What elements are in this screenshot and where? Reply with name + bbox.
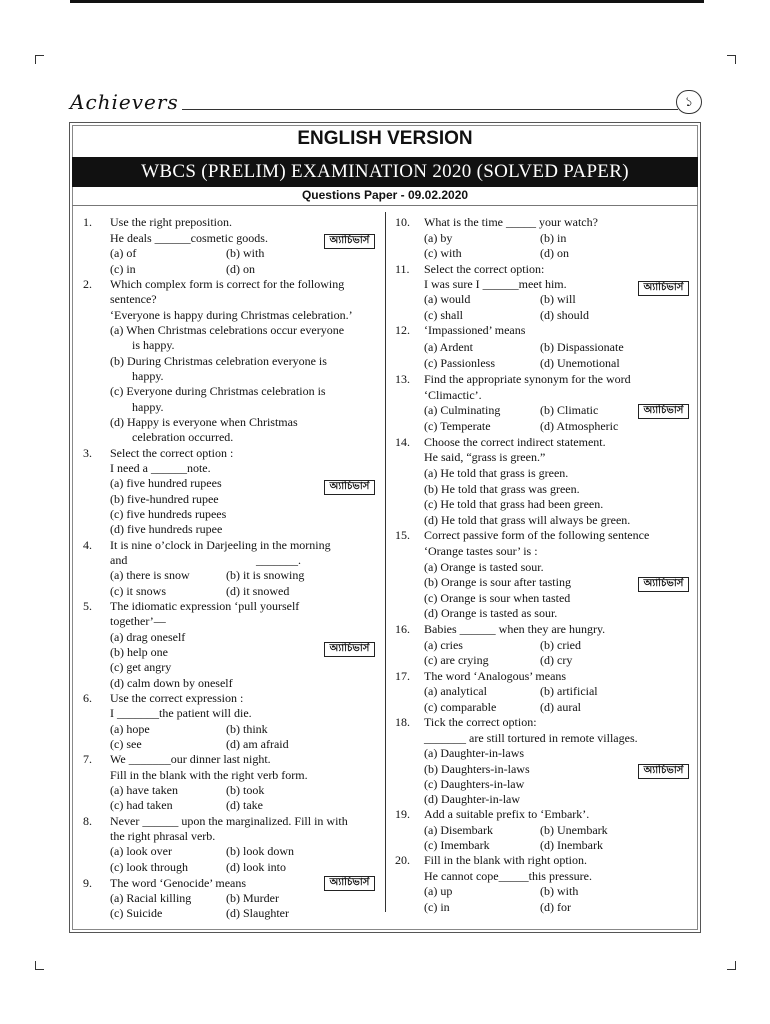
- column-divider: [385, 212, 386, 912]
- question-text: Use the right preposition.: [110, 215, 232, 229]
- option-text: (b) will: [540, 292, 576, 306]
- option-text: (b) five-hundred rupee: [110, 492, 219, 506]
- option-text: (c) Temperate: [424, 419, 491, 433]
- question-text: He cannot cope_____this pressure.: [424, 869, 592, 883]
- question-text: sentence?: [110, 292, 157, 306]
- option-text: (d) should: [540, 308, 589, 322]
- option-text: (a) When Christmas celebrations occur everyone: [110, 323, 345, 337]
- question-number: 15.: [395, 528, 410, 542]
- crop-mark: [727, 55, 736, 64]
- option-text: (c) it snows: [110, 584, 166, 598]
- option-text: happy.: [132, 369, 164, 383]
- option-text: (c) Suicide: [110, 906, 163, 920]
- question-text: ‘Impassioned’ means: [424, 323, 526, 337]
- question-text: Add a suitable prefix to ‘Embark’.: [424, 807, 590, 821]
- option-text: (d) Unemotional: [540, 356, 620, 370]
- question-number: 2.: [83, 277, 92, 291]
- option-text: (a) Culminating: [424, 403, 501, 417]
- option-text: (b) Orange is sour after tasting: [424, 575, 571, 589]
- option-text: (b) look down: [226, 844, 294, 858]
- option-text: (b) Daughters-in-laws: [424, 762, 530, 776]
- option-text: (d) take: [226, 798, 263, 812]
- question-number: 11.: [395, 262, 410, 276]
- option-text: (d) Orange is tasted as sour.: [424, 606, 558, 620]
- option-text: (c) had taken: [110, 798, 173, 812]
- option-text: (b) Unembark: [540, 823, 608, 837]
- option-text: happy.: [132, 400, 164, 414]
- option-text: (a) analytical: [424, 684, 487, 698]
- exam-title-band: WBCS (PRELIM) EXAMINATION 2020 (SOLVED PAPER): [72, 157, 698, 187]
- question-text: Which complex form is correct for the following: [110, 277, 345, 291]
- option-text: (b) in: [540, 231, 567, 245]
- option-text: (b) it is snowing: [226, 568, 305, 582]
- option-text: (d) He told that grass will always be green.: [424, 513, 631, 527]
- question-number: 10.: [395, 215, 410, 229]
- option-text: (a) five hundred rupees: [110, 476, 222, 490]
- option-text: (a) hope: [110, 722, 150, 736]
- question-number: 8.: [83, 814, 92, 828]
- option-text: (c) in: [424, 900, 450, 914]
- option-text: (d) on: [540, 246, 569, 260]
- question-number: 6.: [83, 691, 92, 705]
- question-number: 19.: [395, 807, 410, 821]
- option-text: (b) He told that grass was green.: [424, 482, 580, 496]
- option-text: (d) am afraid: [226, 737, 289, 751]
- option-text: (c) in: [110, 262, 136, 276]
- question-text: Never ______ upon the marginalized. Fill in with: [110, 814, 348, 828]
- option-text: (d) calm down by oneself: [110, 676, 233, 690]
- watermark-stamp: অ্যাচিভার্স: [638, 764, 689, 779]
- question-text: I was sure I ______meet him.: [424, 277, 567, 291]
- question-number: 9.: [83, 876, 92, 890]
- question-text: and: [110, 553, 128, 567]
- option-text: (a) Disembark: [424, 823, 493, 837]
- option-text: (c) comparable: [424, 700, 497, 714]
- option-text: (b) took: [226, 783, 265, 797]
- option-text: (a) drag oneself: [110, 630, 186, 644]
- question-text: The word ‘Analogous’ means: [424, 669, 567, 683]
- question-text: Correct passive form of the following sentence: [424, 528, 650, 542]
- option-text: (a) there is snow: [110, 568, 190, 582]
- option-text: (c) He told that grass had been green.: [424, 497, 604, 511]
- question-number: 12.: [395, 323, 410, 337]
- option-text: (c) Imembark: [424, 838, 490, 852]
- crop-mark: [35, 55, 44, 64]
- option-text: (a) He told that grass is green.: [424, 466, 569, 480]
- option-text: (c) Passionless: [424, 356, 495, 370]
- question-text: Fill in the blank with right option.: [424, 853, 587, 867]
- option-text: (c) look through: [110, 860, 188, 874]
- question-text: What is the time _____ your watch?: [424, 215, 598, 229]
- option-text: (b) cried: [540, 638, 581, 652]
- question-text: He said, “grass is green.”: [424, 450, 546, 464]
- option-text: (a) have taken: [110, 783, 178, 797]
- question-number: 17.: [395, 669, 410, 683]
- watermark-stamp: অ্যাচিভার্স: [638, 281, 689, 296]
- option-text: (d) look into: [226, 860, 286, 874]
- option-text: (b) During Christmas celebration everyone is: [110, 354, 327, 368]
- watermark-stamp: অ্যাচিভার্স: [324, 480, 375, 495]
- option-text: (b) with: [226, 246, 265, 260]
- option-text: (c) see: [110, 737, 142, 751]
- option-text: (d) on: [226, 262, 255, 276]
- option-text: (d) it snowed: [226, 584, 290, 598]
- option-text: is happy.: [132, 338, 175, 352]
- option-text: (d) Atmospheric: [540, 419, 619, 433]
- question-text: ‘Everyone is happy during Christmas celebration.’: [110, 308, 353, 322]
- subtitle-rule: [72, 205, 698, 206]
- option-text: (d) Inembark: [540, 838, 603, 852]
- question-text: Select the correct option:: [424, 262, 545, 276]
- question-text: together’—: [110, 614, 166, 628]
- option-text: (a) by: [424, 231, 453, 245]
- option-text: (a) up: [424, 884, 453, 898]
- page-title: ENGLISH VERSION: [297, 128, 473, 149]
- option-text: (b) artificial: [540, 684, 598, 698]
- option-text: (a) cries: [424, 638, 463, 652]
- option-text: (d) Happy is everyone when Christmas: [110, 415, 298, 429]
- question-number: 13.: [395, 372, 410, 386]
- option-text: (b) think: [226, 722, 268, 736]
- brand-name: Achievers: [70, 90, 179, 114]
- question-text: Find the appropriate synonym for the word: [424, 372, 631, 386]
- question-text: Tick the correct option:: [424, 715, 537, 729]
- option-text: (b) Dispassionate: [540, 340, 624, 354]
- question-text: ‘Climactic’.: [424, 388, 482, 402]
- watermark-stamp: অ্যাচিভার্স: [324, 876, 375, 891]
- option-text: (c) with: [424, 246, 462, 260]
- page-number: ১: [676, 90, 702, 114]
- question-text: It is nine o’clock in Darjeeling in the morning: [110, 538, 331, 552]
- question-text: the right phrasal verb.: [110, 829, 216, 843]
- question-text: _______.: [256, 553, 301, 567]
- question-text: We _______our dinner last night.: [110, 752, 271, 766]
- option-text: (a) of: [110, 246, 137, 260]
- option-text: (b) Murder: [226, 891, 279, 905]
- option-text: (c) shall: [424, 308, 463, 322]
- question-number: 4.: [83, 538, 92, 552]
- question-text: I _______the patient will die.: [110, 706, 252, 720]
- option-text: (d) cry: [540, 653, 573, 667]
- option-text: (a) Ardent: [424, 340, 473, 354]
- option-text: (b) Climatic: [540, 403, 599, 417]
- option-text: (d) Slaughter: [226, 906, 289, 920]
- watermark-stamp: অ্যাচিভার্স: [324, 642, 375, 657]
- question-text: Choose the correct indirect statement.: [424, 435, 606, 449]
- watermark-stamp: অ্যাচিভার্স: [638, 577, 689, 592]
- option-text: (a) would: [424, 292, 471, 306]
- option-text: (c) are crying: [424, 653, 489, 667]
- paper-date: Questions Paper - 09.02.2020: [301, 188, 469, 202]
- option-text: (d) five hundreds rupee: [110, 522, 223, 536]
- crop-mark: [35, 961, 44, 970]
- question-text: Fill in the blank with the right verb form.: [110, 768, 308, 782]
- option-text: (a) Daughter-in-laws: [424, 746, 525, 760]
- question-text: _______ are still tortured in remote villages.: [424, 731, 638, 745]
- option-text: (b) help one: [110, 645, 168, 659]
- question-number: 18.: [395, 715, 410, 729]
- option-text: (c) Orange is sour when tasted: [424, 591, 571, 605]
- question-number: 1.: [83, 215, 92, 229]
- question-number: 16.: [395, 622, 410, 636]
- brand-rule: [182, 109, 678, 110]
- question-number: 5.: [83, 599, 92, 613]
- question-text: Babies ______ when they are hungry.: [424, 622, 606, 636]
- question-number: 20.: [395, 853, 410, 867]
- option-text: (a) look over: [110, 844, 172, 858]
- question-text: The idiomatic expression ‘pull yourself: [110, 599, 300, 613]
- option-text: (c) Everyone during Christmas celebration is: [110, 384, 326, 398]
- option-text: (a) Orange is tasted sour.: [424, 560, 544, 574]
- question-text: The word ‘Genocide’ means: [110, 876, 247, 890]
- option-text: (c) five hundreds rupees: [110, 507, 227, 521]
- option-text: celebration occurred.: [132, 430, 234, 444]
- watermark-stamp: অ্যাচিভার্স: [324, 234, 375, 249]
- option-text: (d) aural: [540, 700, 581, 714]
- option-text: (d) Daughter-in-law: [424, 792, 521, 806]
- question-number: 3.: [83, 446, 92, 460]
- question-text: I need a ______note.: [110, 461, 211, 475]
- watermark-stamp: অ্যাচিভার্স: [638, 404, 689, 419]
- question-text: Use the correct expression :: [110, 691, 244, 705]
- option-text: (c) Daughters-in-law: [424, 777, 525, 791]
- crop-mark: [727, 961, 736, 970]
- option-text: (d) for: [540, 900, 571, 914]
- question-text: Select the correct option :: [110, 446, 234, 460]
- question-number: 14.: [395, 435, 410, 449]
- option-text: (a) Racial killing: [110, 891, 192, 905]
- option-text: (c) get angry: [110, 660, 172, 674]
- question-text: ‘Orange tastes sour’ is :: [424, 544, 538, 558]
- top-border: [70, 0, 704, 3]
- question-number: 7.: [83, 752, 92, 766]
- option-text: (b) with: [540, 884, 579, 898]
- question-text: He deals ______cosmetic goods.: [110, 231, 268, 245]
